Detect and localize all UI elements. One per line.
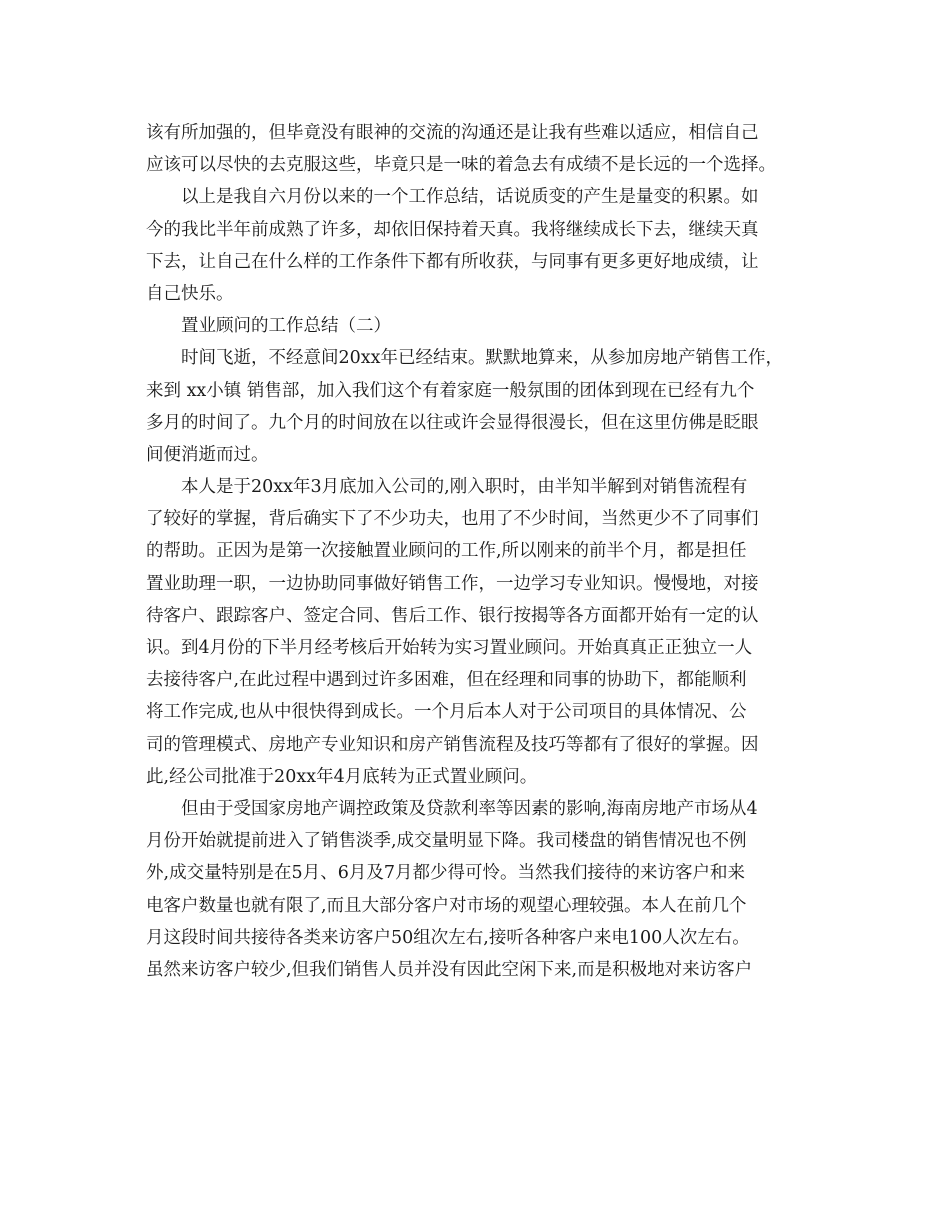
text-line: 但由于受国家房地产调控政策及贷款利率等因素的影响,海南房地产市场从4 [181, 798, 758, 819]
text-line: 本人是于20xx年3月底加入公司的,刚入职时，由半知半解到对销售流程有 [181, 477, 748, 498]
text-line: 司的管理模式、房地产专业知识和房产销售流程及技巧等都有了很好的掌握。因 [146, 734, 759, 755]
text-line: 待客户、跟踪客户、签定合同、售后工作、银行按揭等各方面都开始有一定的认 [146, 605, 759, 626]
text-line: 虽然来访客户较少,但我们销售人员并没有因此空闲下来,而是积极地对来访客户 [146, 959, 753, 980]
text-line: 去接待客户,在此过程中遇到过许多困难，但在经理和同事的协助下，都能顺利 [146, 670, 747, 691]
text-line: 以上是我自六月份以来的一个工作总结，话说质变的产生是量变的积累。如 [181, 187, 759, 208]
text-line: 月这段时间共接待各类来访客户50组次左右,接听各种客户来电100人次左右。 [146, 927, 750, 948]
text-line: 将工作完成,也从中很快得到成长。一个月后本人对于公司项目的具体情况、公 [146, 702, 747, 723]
text-line: 多月的时间了。九个月的时间放在以往或许会显得很漫长，但在这里仿佛是眨眼 [146, 412, 759, 433]
text-line: 此,经公司批准于20xx年4月底转为正式置业顾问。 [146, 766, 538, 787]
text-line: 外,成交量特别是在5月、6月及7月都少得可怜。当然我们接待的来访客户和来 [146, 863, 745, 884]
text-line: 来到 xx小镇 销售部，加入我们这个有着家庭一般氛围的团体到现在已经有九个 [146, 380, 755, 401]
text-line: 时间飞逝，不经意间20xx年已经结束。默默地算来，从参加房地产销售工作， [181, 348, 784, 369]
text-line: 了较好的掌握，背后确实下了不少功夫，也用了不少时间，当然更少不了同事们 [146, 509, 759, 530]
text-line: 自己快乐。 [146, 283, 234, 304]
text-line: 间便消逝而过。 [146, 444, 269, 465]
text-line: 置业助理一职，一边协助同事做好销售工作，一边学习专业知识。慢慢地，对接 [146, 573, 759, 594]
text-line: 识。到4月份的下半月经考核后开始转为实习置业顾问。开始真真正正独立一人 [146, 638, 753, 658]
text-line: 应该可以尽快的去克服这些，毕竟只是一味的着急去有成绩不是长远的一个选择。 [146, 155, 776, 176]
text-line: 今的我比半年前成熟了许多，却依旧保持着天真。我将继续成长下去，继续天真 [146, 219, 759, 240]
text-line: 月份开始就提前进入了销售淡季,成交量明显下降。我司楼盘的销售情况也不例 [146, 831, 747, 852]
text-line: 下去，让自己在什么样的工作条件下都有所收获，与同事有更多更好地成绩，让 [146, 251, 759, 272]
text-line: 置业顾问的工作总结（二） [181, 316, 391, 337]
document-body [146, 117, 806, 986]
text-line: 电客户数量也就有限了,而且大部分客户对市场的观望心理较强。本人在前几个 [146, 895, 747, 916]
text-line: 该有所加强的，但毕竟没有眼神的交流的沟通还是让我有些难以适应，相信自己 [146, 123, 759, 143]
text-line: 的帮助。正因为是第一次接触置业顾问的工作,所以刚来的前半个月，都是担任 [146, 541, 747, 562]
